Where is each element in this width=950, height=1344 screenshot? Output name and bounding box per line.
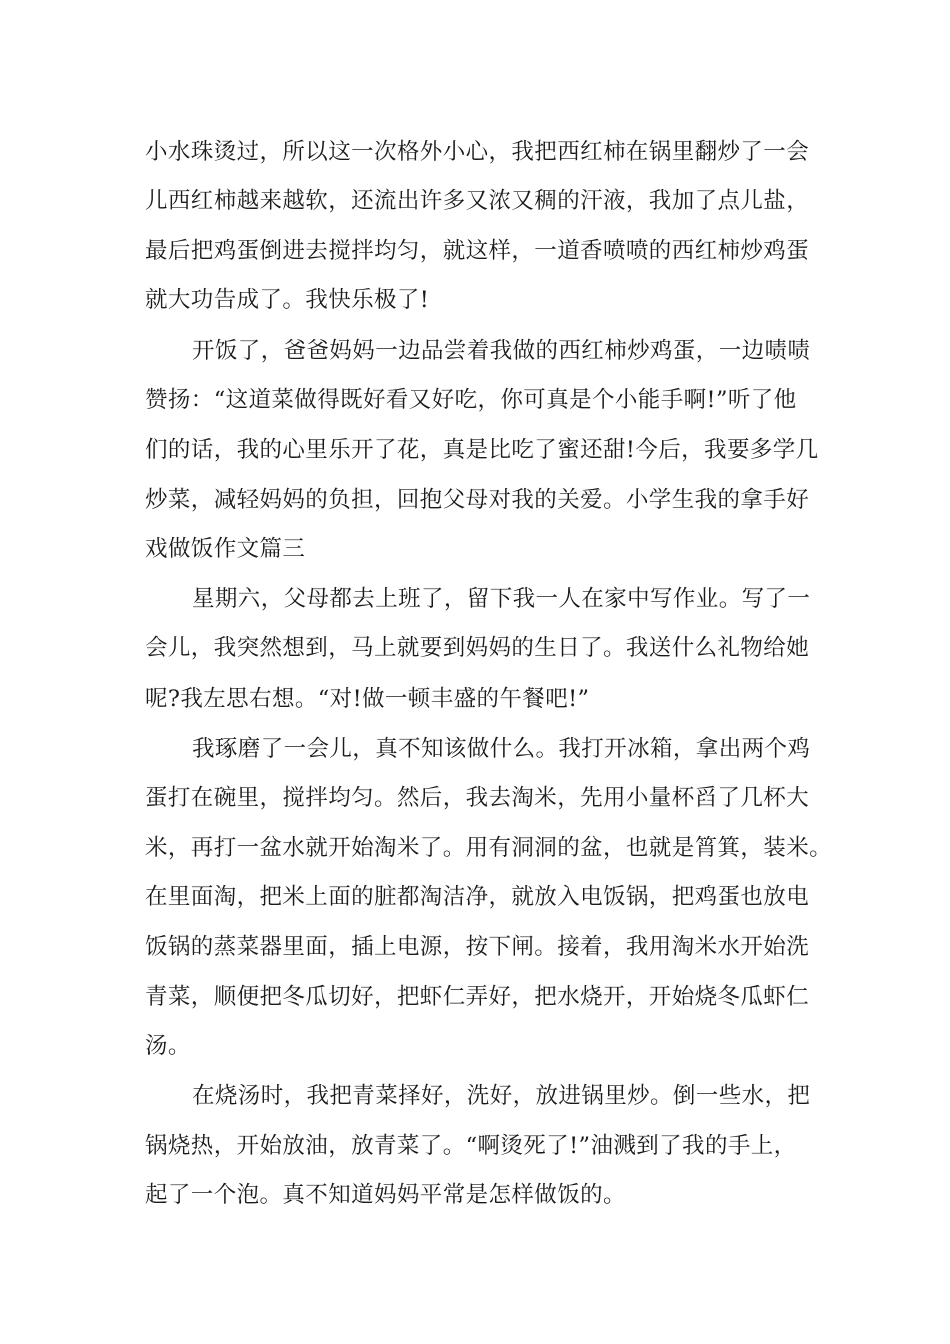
text-line: 最后把鸡蛋倒进去搅拌均匀，就这样，一道香喷喷的西红柿炒鸡蛋 — [145, 238, 810, 264]
text-line: 青菜，顺便把冬瓜切好，把虾仁弄好，把水烧开，开始烧冬瓜虾仁 — [145, 984, 810, 1010]
text-line: 们的话，我的心里乐开了花，真是比吃了蜜还甜!今后，我要多学几 — [145, 437, 819, 463]
text-line: 饭锅的蒸菜器里面，插上电源，按下闸。接着，我用淘米水开始洗 — [145, 934, 810, 960]
text-line: 戏做饭作文篇三 — [145, 536, 306, 562]
paragraph-first-line: 在烧汤时，我把青菜择好，洗好，放进锅里炒。倒一些水，把 — [192, 1083, 811, 1109]
text-line: 炒菜，减轻妈妈的负担，回抱父母对我的关爱。小学生我的拿手好 — [145, 487, 810, 513]
text-line: 就大功告成了。我快乐极了! — [145, 287, 430, 313]
text-line: 儿西红柿越来越软，还流出许多又浓又稠的汗液，我加了点儿盐， — [145, 188, 810, 214]
text-line: 在里面淘，把米上面的脏都淘洁净，就放入电饭锅，把鸡蛋也放电 — [145, 884, 810, 910]
text-line: 小水珠烫过，所以这一次格外小心，我把西红柿在锅里翻炒了一会 — [145, 139, 810, 165]
paragraph-first-line: 星期六，父母都去上班了，留下我一人在家中写作业。写了一 — [192, 586, 811, 612]
text-line: 米，再打一盆水就开始淘米了。用有洞洞的盆，也就是筲箕，装米。 — [145, 835, 833, 861]
text-line: 蛋打在碗里，搅拌均匀。然后，我去淘米，先用小量杯舀了几杯大 — [145, 785, 810, 811]
paragraph-first-line: 开饭了，爸爸妈妈一边品尝着我做的西红柿炒鸡蛋，一边啧啧 — [192, 338, 811, 364]
text-line: 会儿，我突然想到，马上就要到妈妈的生日了。我送什么礼物给她 — [145, 635, 810, 661]
text-line: 呢?我左思右想。“对!做一顿丰盛的午餐吧!” — [145, 686, 590, 712]
text-line: 锅烧热，开始放油，放青菜了。“啊烫死了!”油溅到了我的手上， — [145, 1133, 797, 1159]
text-line: 汤。 — [145, 1033, 191, 1059]
paragraph-first-line: 我琢磨了一会儿，真不知该做什么。我打开冰箱，拿出两个鸡 — [192, 736, 811, 762]
text-line: 赞扬：“这道菜做得既好看又好吃，你可真是个小能手啊!”听了他 — [145, 387, 797, 413]
text-line: 起了一个泡。真不知道妈妈平常是怎样做饭的。 — [145, 1182, 626, 1208]
